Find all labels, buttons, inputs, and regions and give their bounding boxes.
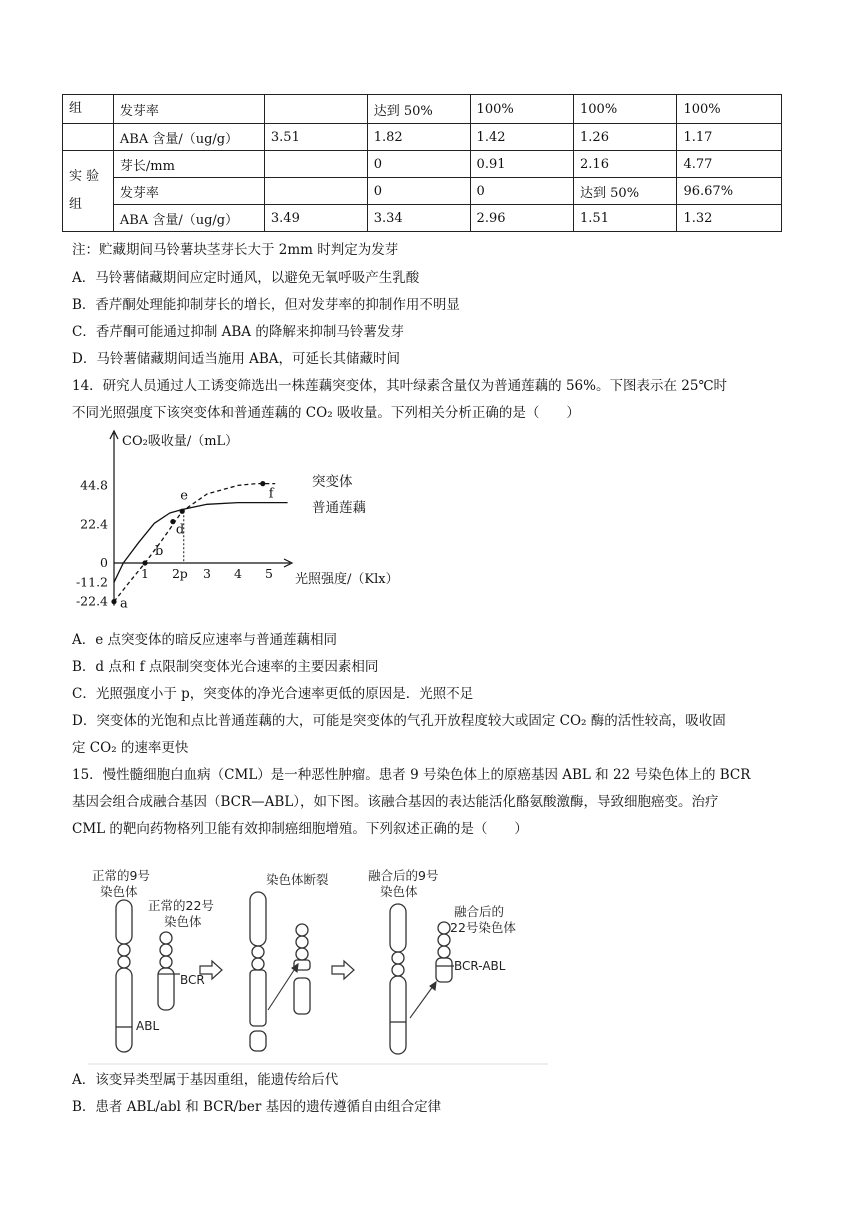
table-cell: 1.51	[574, 205, 677, 232]
y-tick-label: 22.4	[80, 516, 108, 532]
q13-option-b: B．香芹酮处理能抑制芽长的增长，但对发芽率的抑制作用不明显	[72, 297, 460, 313]
data-point-d	[170, 519, 175, 524]
chart-series	[114, 484, 288, 602]
fusion-arrow-icon	[410, 982, 436, 1018]
q14-stem-line1: 14．研究人员通过人工诱变筛选出一株莲藕突变体，其叶绿素含量仅为普通莲藕的 56%。下图表示在 25℃时	[72, 378, 728, 394]
table-cell-group: 实 验 组	[63, 151, 114, 232]
table-cell: 达到 50%	[574, 178, 677, 205]
table-row	[63, 124, 782, 151]
legend-normal: 普通莲藕	[312, 500, 366, 516]
table-cell	[264, 178, 367, 205]
table-cell: 1.42	[470, 124, 573, 151]
table-cell	[264, 151, 367, 178]
table-cell: 2.96	[470, 205, 573, 232]
label-abl: ABL	[136, 1019, 160, 1033]
point-label-d: d	[175, 522, 185, 538]
point-label-f: f	[268, 486, 274, 502]
q14-option-a: A．e 点突变体的暗反应速率与普通莲藕相同	[72, 632, 338, 648]
table-cell-label: ABA 含量/（ug/g）	[113, 124, 264, 151]
table-cell-group	[63, 124, 114, 151]
y-axis-label: CO₂吸收量/（mL）	[122, 434, 239, 449]
label-bcr-abl: BCR-ABL	[454, 959, 506, 973]
table-cell: 1.82	[367, 124, 470, 151]
q15-stem-line3: CML 的靶向药物格列卫能有效抑制癌细胞增殖。下列叙述正确的是（ ）	[72, 821, 528, 837]
y-tick-label: 0	[100, 555, 108, 570]
table-cell: 100%	[470, 95, 573, 124]
table-cell	[264, 95, 367, 124]
table-cell: 1.26	[574, 124, 677, 151]
y-tick-label: -22.4	[75, 593, 108, 609]
table-cell: 100%	[574, 95, 677, 124]
normal-chromosome-9	[116, 900, 132, 1052]
table-cell: 0.91	[470, 151, 573, 178]
table-cell: 3.51	[264, 124, 367, 151]
q15-stem-line1: 15．慢性髓细胞白血病（CML）是一种恶性肿瘤。患者 9 号染色体上的原癌基因 ABL 和 22 号染色体上的 BCR	[72, 767, 751, 783]
q15-option-b: B．患者 ABL/abl 和 BCR/ber 基因的遗传遵循自由组合定律	[72, 1099, 442, 1115]
table-cell: 96.67%	[677, 178, 782, 205]
table-cell: 0	[470, 178, 573, 205]
data-point-a	[111, 599, 116, 604]
table-row	[63, 151, 782, 178]
table-cell: 3.49	[264, 205, 367, 232]
table-cell-label: ABA 含量/（ug/g）	[113, 205, 264, 232]
q14-stem-line2: 不同光照强度下该突变体和普通莲藕的 CO₂ 吸收量。下列相关分析正确的是（ ）	[72, 405, 580, 421]
table-cell: 1.17	[677, 124, 782, 151]
table-cell-label: 发芽率	[113, 178, 264, 205]
chromosome-fusion-figure	[88, 860, 548, 1065]
q14-option-d: D．突变体的光饱和点比普通莲藕的大，可能是突变体的气孔开放程度较大或固定 CO₂ 酶的活性较高，吸收固	[72, 713, 726, 729]
table-row	[63, 178, 782, 205]
point-label-e: e	[180, 488, 188, 504]
label-normal-22: 正常的22号	[148, 898, 214, 913]
table-cell: 达到 50%	[367, 95, 470, 124]
label-bcr: BCR	[180, 973, 205, 987]
hollow-arrow-icon	[332, 961, 354, 979]
point-label-b: b	[155, 544, 164, 559]
x-axis-label: 光照强度/（Klx）	[295, 572, 399, 587]
q15-stem-line2: 基因会组合成融合基因（BCR—ABL），如下图。该融合基因的表达能活化酪氨酸激酶，导致细胞癌变。治疗	[72, 794, 719, 810]
table-cell: 4.77	[677, 151, 782, 178]
table-cell: 2.16	[574, 151, 677, 178]
q15-option-a: A．该变异类型属于基因重组，能遗传给后代	[72, 1072, 339, 1088]
label-normal-22-line2: 染色体	[164, 914, 202, 929]
x-tick-label: 5	[265, 566, 273, 581]
label-chromosome-break: 染色体断裂	[266, 872, 329, 887]
table-cell-label: 发芽率	[113, 95, 264, 124]
q13-option-d: D．马铃薯储藏期间适当施用 ABA，可延长其储藏时间	[72, 351, 401, 367]
data-point-e	[180, 509, 185, 514]
aba-table	[62, 94, 782, 232]
q13-option-c: C．香芹酮可能通过抑制 ABA 的降解来抑制马铃薯发芽	[72, 324, 404, 340]
table-cell: 0	[367, 178, 470, 205]
q14-option-d-cont: 定 CO₂ 的速率更快	[72, 740, 189, 756]
x-tick-label: 1	[141, 566, 149, 581]
label-fused-9: 融合后的9号	[368, 868, 439, 883]
normal-chromosome-22	[158, 932, 180, 1010]
label-normal-9-line2: 染色体	[100, 884, 138, 899]
q14-option-c: C．光照强度小于 p，突变体的净光合速率更低的原因是．光照不足	[72, 686, 474, 702]
table-cell: 3.34	[367, 205, 470, 232]
y-tick-label: 44.8	[80, 477, 108, 493]
co2-absorption-chart	[70, 425, 430, 615]
fused-chromosome-9	[390, 904, 406, 1054]
x-tick-label: p	[179, 566, 188, 581]
point-label-a: a	[120, 596, 128, 612]
label-fused-9-line2: 染色体	[380, 884, 418, 899]
table-cell-group: 组	[63, 95, 114, 124]
chart-ticks	[76, 478, 273, 609]
label-fused-22: 融合后的	[454, 904, 505, 919]
table-cell: 1.32	[677, 205, 782, 232]
legend-mutant: 突变体	[312, 474, 353, 490]
x-tick-label: 2	[172, 566, 180, 581]
table-note: 注：贮藏期间马铃薯块茎芽长大于 2mm 时判定为发芽	[72, 242, 399, 258]
x-tick-label: 3	[203, 566, 211, 581]
data-point-f	[260, 481, 265, 486]
y-tick-label: -11.2	[75, 574, 108, 590]
label-fused-22-line2: 22号染色体	[450, 920, 516, 935]
table-cell: 0	[367, 151, 470, 178]
table-cell: 100%	[677, 95, 782, 124]
label-normal-9: 正常的9号	[92, 868, 150, 883]
broken-chromosome-9	[250, 892, 266, 1051]
q14-option-b: B．d 点和 f 点限制突变体光合速率的主要因素相同	[72, 659, 379, 675]
table-cell-label: 芽长/mm	[113, 151, 264, 178]
q13-option-a: A．马铃薯储藏期间应定时通风，以避免无氧呼吸产生乳酸	[72, 270, 420, 286]
table-row	[63, 95, 782, 124]
data-point-b	[142, 560, 147, 565]
x-tick-label: 4	[234, 566, 242, 581]
table-row	[63, 205, 782, 232]
